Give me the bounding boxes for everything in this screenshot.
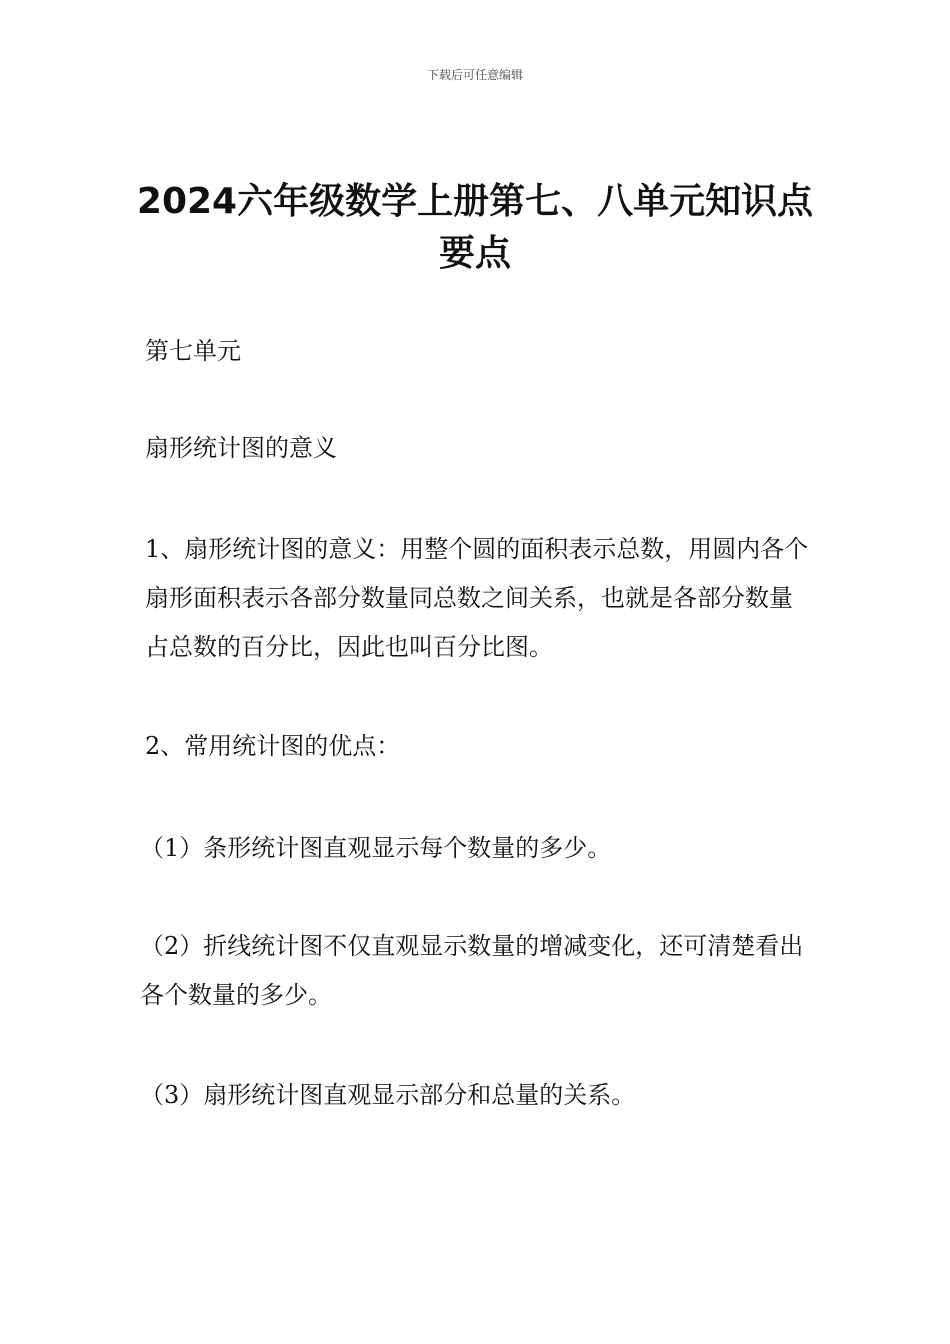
paragraph-3: （1）条形统计图直观显示每个数量的多少。: [140, 834, 612, 862]
paragraph-4: （2）折线统计图不仅直观显示数量的增减变化，还可清楚看出各个数量的多少。: [140, 932, 804, 1009]
paragraph-2: 2、常用统计图的优点：: [145, 732, 401, 760]
document-title: 2024六年级数学上册第七、八单元知识点要点: [136, 181, 814, 274]
paragraph-1: 1、扇形统计图的意义：用整个圆的面积表示总数，用圆内各个扇形面积表示各部分数量同总数之间关系，也就是各部分数量占总数的百分比，因此也叫百分比图。: [145, 535, 809, 661]
paragraph-5: （3）扇形统计图直观显示部分和总量的关系。: [140, 1081, 636, 1109]
topic-heading: 扇形统计图的意义: [145, 434, 337, 462]
section-heading: 第七单元: [145, 337, 241, 365]
page-header-note: 下载后可任意编辑: [426, 68, 523, 82]
